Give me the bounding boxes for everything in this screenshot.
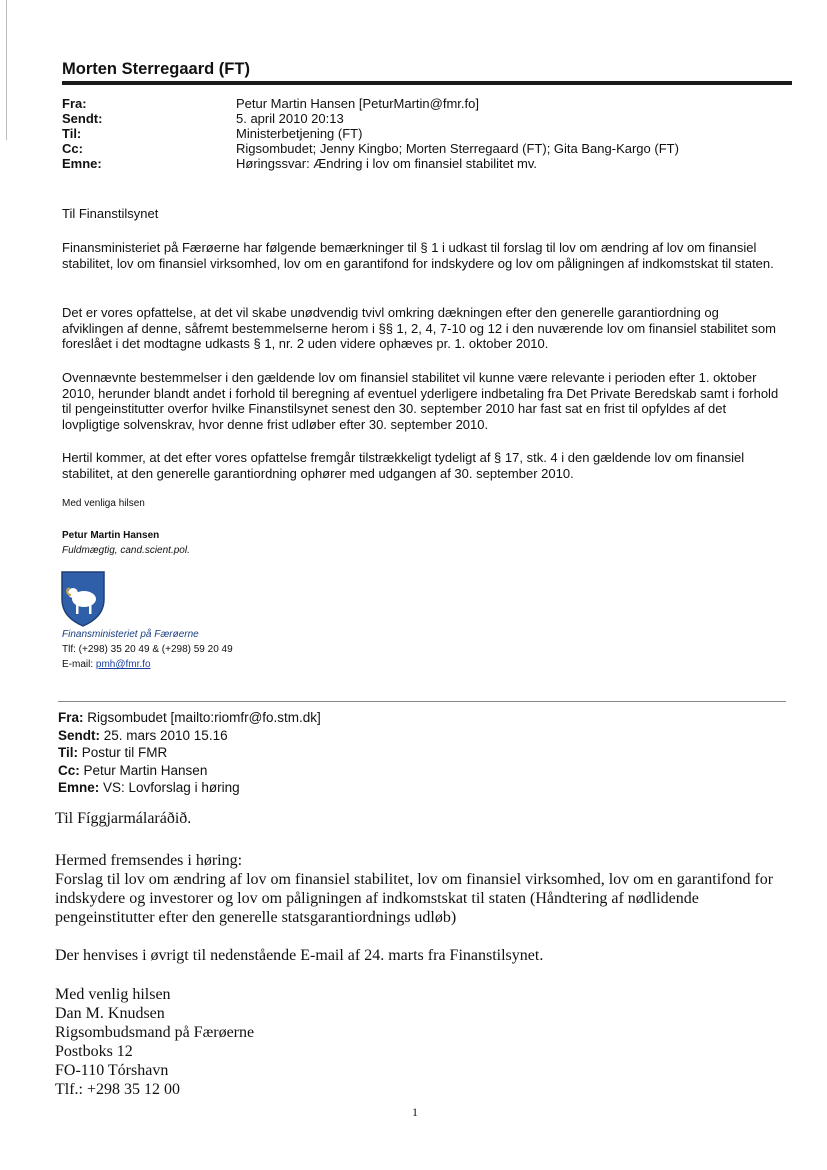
- paragraph-2: Det er vores opfattelse, at det vil skabe unødvendig tvivl omkring dækningen efter den generelle garantiordning og afviklingen af denne, såfremt bestemmelserne herom i §§ 1, 2, 4, 7-10 og 12 i den nuværende lov om finansiel stabilitet som foreslået i det modtagne udkasts § 1, nr. 2 uden videre ophæves pr. 1. oktober 2010.: [62, 305, 776, 351]
- closing: Med venliga hilsen: [62, 498, 145, 509]
- fwd-proposal: Forslag til lov om ændring af lov om finansiel stabilitet, lov om finansiel virksomhed, lov om en garantifond for indskydere og investorer og lov om påligningen af indkomstskat til staten (Håndtering af nødlidende pengeinstitutter efter den generelle statsgarantiordnings udløb): [55, 871, 774, 926]
- signature-name: Petur Martin Hansen: [62, 530, 160, 541]
- page-edge-line: [6, 0, 7, 140]
- forward-separator: [58, 701, 786, 702]
- fwd-signature: Med venlig hilsen Dan M. Knudsen Rigsombudsmand på Færøerne Postboks 12 FO-110 Tórshavn Tlf.: +298 35 12 00: [55, 986, 255, 1098]
- greeting: Til Finanstilsynet: [62, 206, 159, 221]
- fwd-intro: Hermed fremsendes i høring:: [55, 852, 243, 869]
- header-cc: Cc: Rigsombudet; Jenny Kingbo; Morten Sterregaard (FT); Gita Bang-Kargo (FT): [62, 141, 679, 156]
- sender-title: Morten Sterregaard (FT): [62, 60, 250, 78]
- page-number: 1: [412, 1105, 418, 1119]
- signature-phone: Tlf: (+298) 35 20 49 & (+298) 59 20 49: [62, 644, 233, 655]
- email-link[interactable]: pmh@fmr.fo: [95, 659, 151, 670]
- signature-org: Finansministeriet på Færøerne: [62, 629, 199, 640]
- email-header-block: [62, 96, 782, 171]
- header-to: Til: Ministerbetjening (FT): [62, 126, 363, 141]
- fwd-reference: Der henvises i øvrigt til nedenstående E-mail af 24. marts fra Finanstilsynet.: [55, 947, 544, 964]
- fwd-header-from: Fra: Rigsombudet [mailto:riomfr@fo.stm.dk]: [58, 710, 321, 725]
- fwd-greeting: Til Fíggjarmálaráðið.: [55, 810, 192, 827]
- signature-title: Fuldmægtig, cand.scient.pol.: [62, 545, 190, 556]
- header-from: Fra: Petur Martin Hansen [PeturMartin@fmr.fo]: [62, 96, 479, 111]
- paragraph-1: Finansministeriet på Færøerne har følgende bemærkninger til § 1 i udkast til forslag til lov om ændring af lov om finansiel stabilitet, lov om finansiel virksomhed, lov om en garantifond for indskydere og lov om påligningen af indkomstskat til staten.: [62, 240, 774, 271]
- faroe-ram-crest-logo: [58, 569, 108, 627]
- fwd-header-to: Til: Postur til FMR: [58, 745, 168, 760]
- fwd-header-subject: Emne: VS: Lovforslag i høring: [58, 780, 240, 795]
- forwarded-header-block: [58, 709, 321, 797]
- header-subject: Emne: Høringssvar: Ændring i lov om finansiel stabilitet mv.: [62, 156, 538, 171]
- header-sent: Sendt: 5. april 2010 20:13: [62, 111, 344, 126]
- title-divider: [62, 81, 792, 85]
- signature-email-line: E-mail: pmh@fmr.fo: [62, 659, 151, 670]
- fwd-header-sent: Sendt: 25. mars 2010 15.16: [58, 727, 228, 743]
- paragraph-4: Hertil kommer, at det efter vores opfattelse fremgår tilstrækkeligt tydeligt af § 17, stk. 4 i den gældende lov om finansiel stabilitet, at den generelle garantiordning ophører med udgangen af 30. september 2010.: [62, 450, 745, 481]
- fwd-header-cc: Cc: Petur Martin Hansen: [58, 762, 208, 778]
- paragraph-3: Ovennævnte bestemmelser i den gældende lov om finansiel stabilitet vil kunne være relevante i perioden efter 1. oktober 2010, herunder blandt andet i forhold til beregning af eventuel yderligere indbetaling fra Det Private Beredskab samt i forhold til pengeinstitutter overfor hvilke Finanstilsynet senest den 30. september 2010 har fast sat en frist til opfyldes af det lovpligtige solvenskrav, hvor denne frist udløber efter 30. september 2010.: [62, 370, 779, 432]
